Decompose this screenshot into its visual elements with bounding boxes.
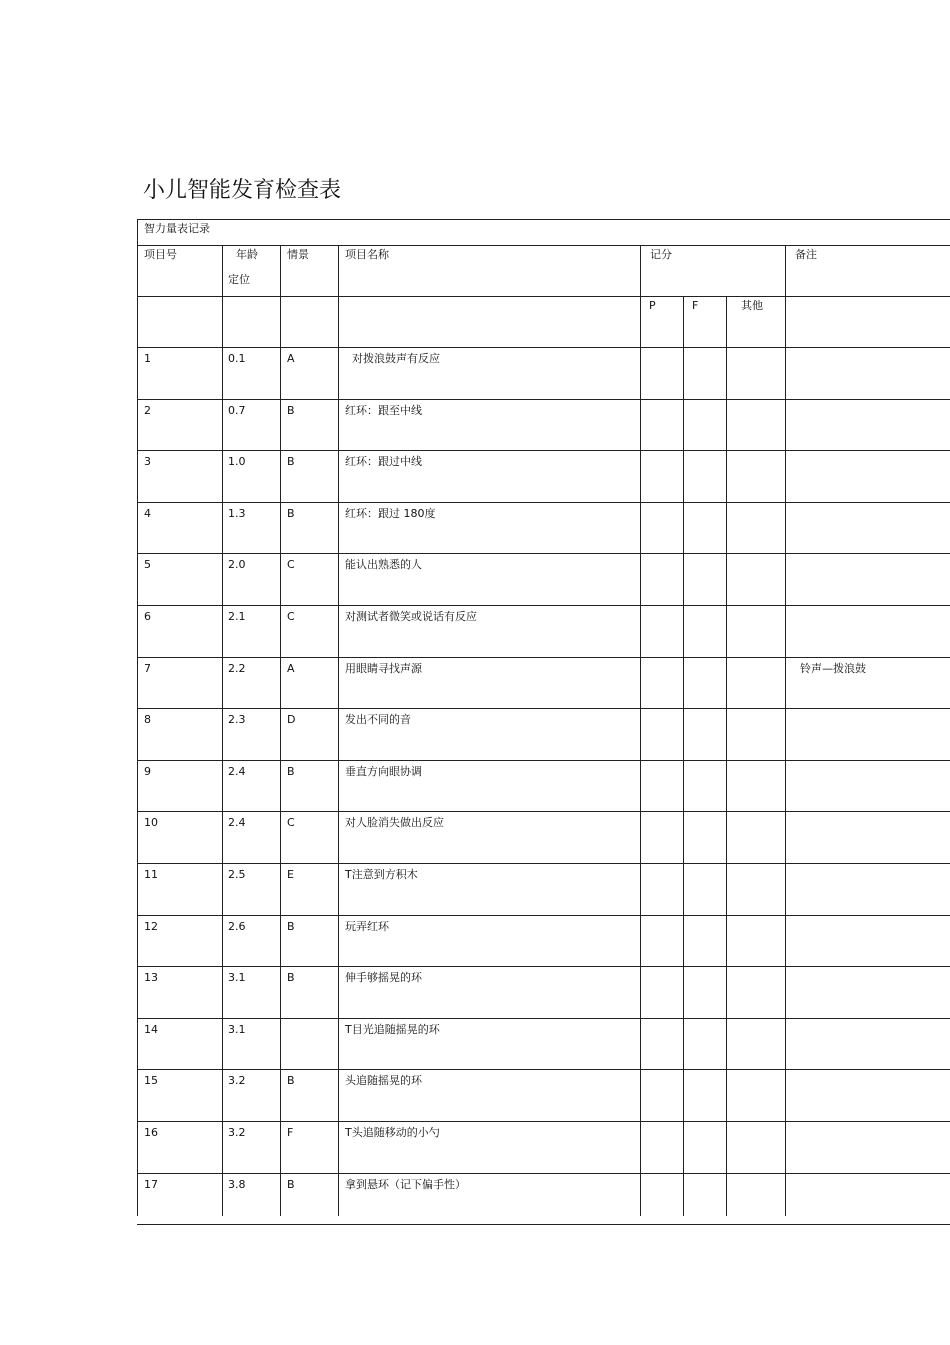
row-item-name: T目光追随摇晃的环 — [345, 1023, 440, 1036]
header-p: P — [649, 299, 656, 312]
row-item-no: 16 — [144, 1126, 158, 1139]
row-scene: D — [287, 713, 296, 726]
row-scene: B — [287, 404, 295, 417]
row-item-name: 对人脸消失做出反应 — [345, 816, 444, 829]
row-age: 0.1 — [228, 352, 246, 365]
row-item-name: 发出不同的音 — [345, 713, 411, 726]
row-age: 3.8 — [228, 1178, 246, 1191]
assessment-table — [137, 219, 950, 1216]
row-scene: A — [287, 662, 295, 675]
table-rule — [137, 399, 950, 400]
row-scene: F — [287, 1126, 294, 1139]
row-age: 2.3 — [228, 713, 246, 726]
table-rule — [137, 605, 950, 606]
row-item-name: 玩弄红环 — [345, 920, 389, 933]
row-item-name: 伸手够摇晃的环 — [345, 971, 422, 984]
table-rule — [137, 245, 950, 246]
row-item-no: 3 — [144, 455, 151, 468]
row-item-no: 8 — [144, 713, 151, 726]
row-age: 1.0 — [228, 455, 246, 468]
header-age-line2: 定位 — [228, 273, 250, 286]
row-scene: B — [287, 765, 295, 778]
row-scene: E — [287, 868, 294, 881]
table-rule — [137, 1018, 950, 1019]
row-scene: B — [287, 920, 295, 933]
row-age: 3.1 — [228, 1023, 246, 1036]
row-item-no: 17 — [144, 1178, 158, 1191]
column-rule — [785, 245, 786, 1216]
column-rule — [683, 296, 684, 1216]
page-title: 小儿智能发育检查表 — [143, 178, 342, 203]
row-scene: B — [287, 507, 295, 520]
row-age: 2.2 — [228, 662, 246, 675]
row-scene: B — [287, 971, 295, 984]
column-rule — [137, 219, 138, 1216]
table-rule — [137, 811, 950, 812]
row-scene: C — [287, 816, 295, 829]
table-rule — [137, 219, 950, 220]
row-item-no: 14 — [144, 1023, 158, 1036]
table-rule — [137, 1173, 950, 1174]
row-item-name: 头追随摇晃的环 — [345, 1074, 422, 1087]
row-scene: A — [287, 352, 295, 365]
row-item-name: 拿到悬环（记下偏手性） — [345, 1178, 466, 1191]
row-age: 2.0 — [228, 558, 246, 571]
table-rule — [137, 1224, 950, 1225]
row-item-no: 15 — [144, 1074, 158, 1087]
table-rule — [137, 347, 950, 348]
row-item-no: 10 — [144, 816, 158, 829]
table-rule — [137, 1121, 950, 1122]
row-age: 3.2 — [228, 1074, 246, 1087]
table-rule — [137, 502, 950, 503]
row-item-name: 垂直方向眼协调 — [345, 765, 422, 778]
row-item-no: 6 — [144, 610, 151, 623]
header-remark: 备注 — [795, 248, 817, 261]
row-item-name: 对拨浪鼓声有反应 — [352, 352, 440, 365]
row-age: 3.2 — [228, 1126, 246, 1139]
header-age-line1: 年龄 — [236, 248, 258, 261]
table-rule — [137, 657, 950, 658]
row-item-no: 12 — [144, 920, 158, 933]
header-other: 其他 — [741, 299, 763, 312]
row-scene: C — [287, 610, 295, 623]
row-item-name: T头追随移动的小勺 — [345, 1126, 440, 1139]
header-scene: 情景 — [287, 248, 309, 261]
row-scene: B — [287, 1178, 295, 1191]
table-rule — [137, 863, 950, 864]
table-rule — [137, 1069, 950, 1070]
row-item-name: 对测试者微笑或说话有反应 — [345, 610, 477, 623]
row-remark: 铃声—拨浪鼓 — [800, 662, 866, 675]
table-rule — [137, 553, 950, 554]
row-age: 2.6 — [228, 920, 246, 933]
row-item-name: 红环：跟至中线 — [345, 404, 422, 417]
row-item-name: 红环：跟过 180度 — [345, 507, 436, 520]
table-rule — [137, 915, 950, 916]
table-rule — [137, 296, 950, 297]
table-rule — [137, 708, 950, 709]
section-label: 智力量表记录 — [144, 222, 210, 235]
row-item-name: 用眼睛寻找声源 — [345, 662, 422, 675]
row-item-no: 2 — [144, 404, 151, 417]
row-item-no: 9 — [144, 765, 151, 778]
row-scene: C — [287, 558, 295, 571]
row-age: 2.1 — [228, 610, 246, 623]
column-rule — [640, 245, 641, 1216]
table-rule — [137, 966, 950, 967]
column-rule — [338, 245, 339, 1216]
column-rule — [280, 245, 281, 1216]
header-item-name: 项目名称 — [345, 248, 389, 261]
row-age: 0.7 — [228, 404, 246, 417]
row-age: 3.1 — [228, 971, 246, 984]
column-rule — [222, 245, 223, 1216]
row-age: 2.4 — [228, 765, 246, 778]
row-item-no: 1 — [144, 352, 151, 365]
row-item-name: 红环：跟过中线 — [345, 455, 422, 468]
row-item-no: 11 — [144, 868, 158, 881]
row-item-name: 能认出熟悉的人 — [345, 558, 422, 571]
row-item-no: 13 — [144, 971, 158, 984]
row-item-no: 4 — [144, 507, 151, 520]
row-scene: B — [287, 1074, 295, 1087]
row-age: 2.5 — [228, 868, 246, 881]
row-item-no: 7 — [144, 662, 151, 675]
row-age: 1.3 — [228, 507, 246, 520]
table-rule — [137, 450, 950, 451]
header-item-no: 项目号 — [144, 248, 177, 261]
header-f: F — [692, 299, 699, 312]
row-age: 2.4 — [228, 816, 246, 829]
row-item-no: 5 — [144, 558, 151, 571]
header-score: 记分 — [650, 248, 672, 261]
row-scene: B — [287, 455, 295, 468]
row-item-name: T注意到方积木 — [345, 868, 418, 881]
table-rule — [137, 760, 950, 761]
column-rule — [726, 296, 727, 1216]
